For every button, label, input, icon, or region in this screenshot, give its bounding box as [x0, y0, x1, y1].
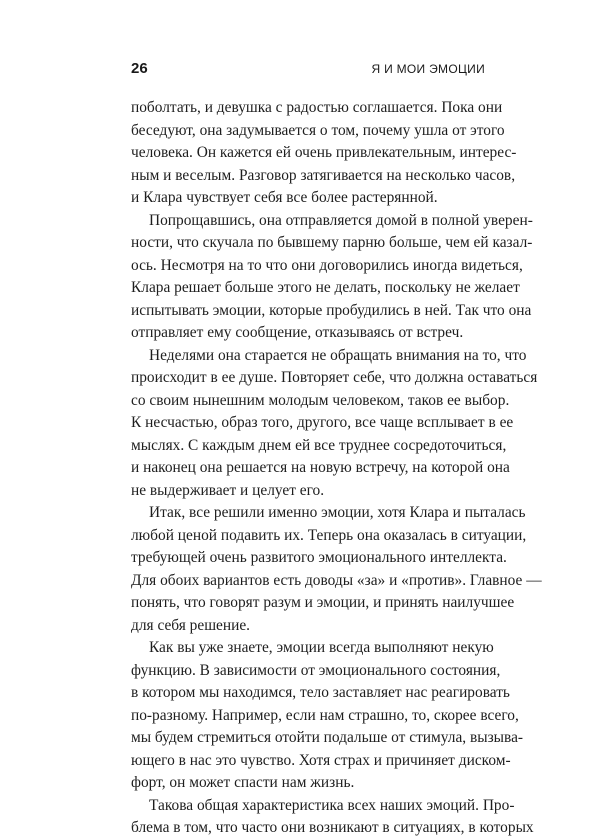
text-line: ющего в нас это чувство. Хотя страх и причиняет диском-	[131, 751, 511, 769]
text-line: понять, что говорят разум и эмоции, и принять наилучшее	[131, 594, 515, 611]
text-line: Для обоих вариантов есть доводы «за» и «против». Главное —	[131, 571, 542, 589]
body-text	[131, 97, 542, 840]
text-line: форт, он может спасти нам жизнь.	[131, 774, 355, 791]
page-number: 26	[131, 60, 148, 77]
text-line: не выдерживает и целует его.	[131, 481, 325, 499]
running-head	[131, 58, 485, 80]
text-line: Клара решает больше этого не делать, поскольку не желает	[131, 279, 520, 296]
text-line: ным и веселым. Разговор затягивается на несколько часов,	[131, 166, 516, 184]
text-line: человека. Он кажется ей очень привлекательным, интерес-	[131, 144, 517, 161]
text-line: Такова общая характеристика всех наших эмоций. Про-	[149, 796, 515, 814]
text-line: беседуют, она задумывается о том, почему ушла от этого	[131, 121, 505, 139]
text-line: Итак, все решили именно эмоции, хотя Клара и пыталась	[149, 504, 526, 521]
text-line: поболтать, и девушка с радостью соглашается. Пока они	[131, 99, 503, 116]
text-line: Как вы уже знаете, эмоции всегда выполняют некую	[149, 639, 494, 656]
text-line: мы будем стремиться отойти подальше от стимула, вызыва-	[131, 729, 524, 746]
text-line: К несчастью, образ того, другого, все чаще всплывает в ее	[131, 414, 514, 431]
text-line: блема в том, что часто они возникают в ситуациях, в которых	[131, 819, 534, 836]
text-line: происходит в ее душе. Повторяет себе, что должна оставаться	[131, 369, 538, 386]
text-line: любой ценой подавить их. Теперь она оказалась в ситуации,	[131, 526, 527, 544]
text-line: функцию. В зависимости от эмоционального состояния,	[131, 661, 501, 679]
text-line: для себя решение.	[131, 616, 251, 634]
text-line: отправляет ему сообщение, отказываясь от встреч.	[131, 324, 464, 341]
text-line: со своим нынешним молодым человеком, таков ее выбор.	[131, 391, 510, 409]
running-title: Я И МОИ ЭМОЦИИ	[371, 62, 485, 76]
text-line: в котором мы находимся, тело заставляет нас реагировать	[131, 684, 510, 701]
text-line: мыслях. С каждым днем ей все труднее сосредоточиться,	[131, 436, 507, 454]
text-line: Попрощавшись, она отправляется домой в полной уверен-	[149, 211, 533, 229]
text-line: и Клара чувствует себя все более растерянной.	[131, 189, 438, 206]
text-line: испытывать эмоции, которые пробудились в ней. Так что она	[131, 301, 532, 319]
text-line: Неделями она старается не обращать внимания на то, что	[149, 346, 527, 364]
text-line: требующей очень развитого эмоционального интеллекта.	[131, 549, 507, 566]
text-line: ось. Несмотря на то что они договорились иногда видеться,	[131, 256, 523, 274]
text-line: по-разному. Например, если нам страшно, то, скорее всего,	[131, 706, 519, 724]
text-line: ности, что скучала по бывшему парню больше, чем ей казал-	[131, 234, 533, 251]
text-line: и наконец она решается на новую встречу, на которой она	[131, 459, 510, 476]
